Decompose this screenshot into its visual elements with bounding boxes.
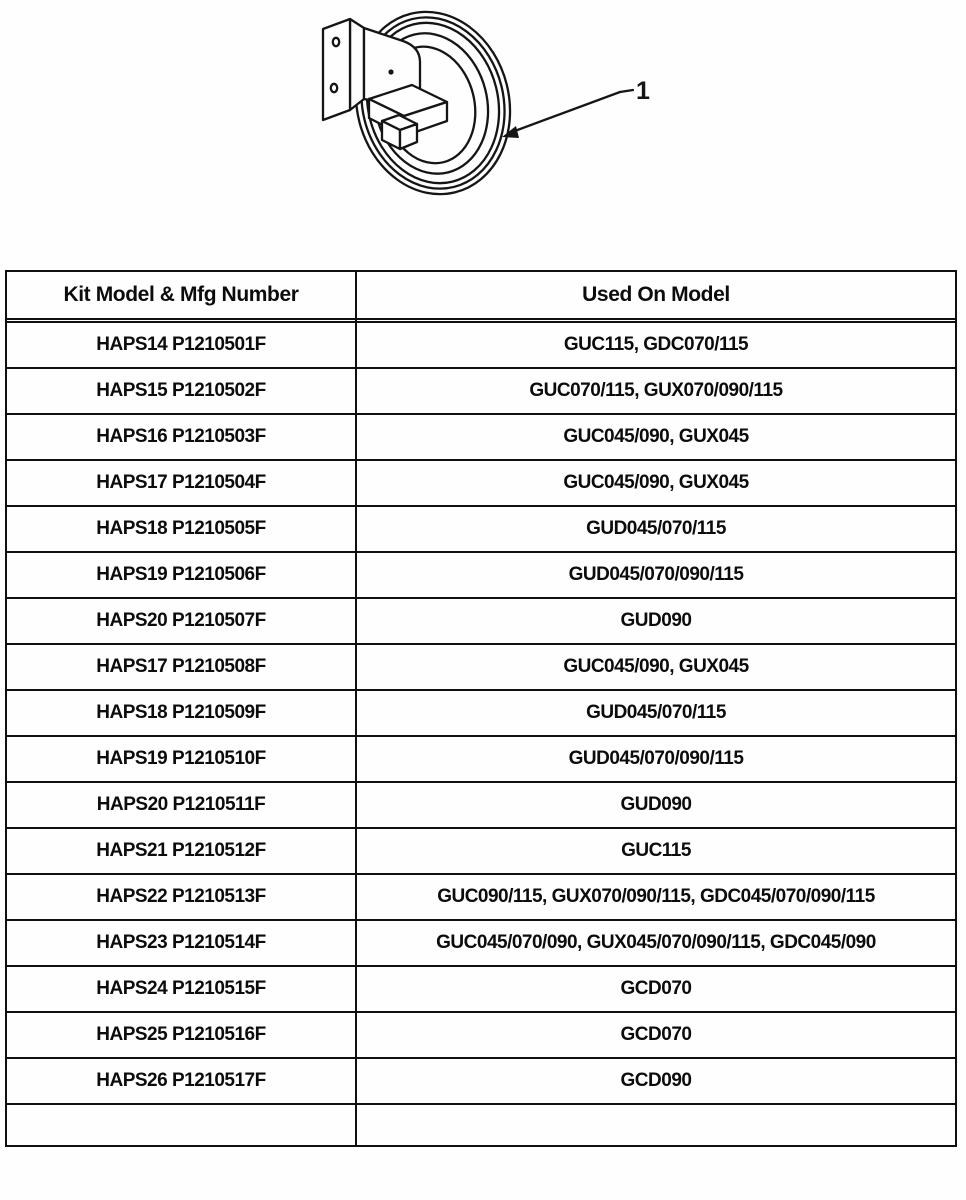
used-on-model-cell: GUD090 bbox=[356, 598, 956, 644]
used-on-model-cell: GUC115, GDC070/115 bbox=[356, 322, 956, 368]
table-row bbox=[6, 828, 956, 874]
used-on-model-cell: GUC115 bbox=[356, 828, 956, 874]
mounting-bracket bbox=[323, 19, 364, 120]
table-row bbox=[6, 690, 956, 736]
used-on-model-cell: GUC045/090, GUX045 bbox=[356, 460, 956, 506]
table-row bbox=[6, 1012, 956, 1058]
pressure-switch-illustration bbox=[0, 0, 966, 240]
table-row bbox=[6, 782, 956, 828]
kit-model-cell: HAPS17 P1210504F bbox=[6, 460, 356, 506]
table-row bbox=[6, 966, 956, 1012]
table-row bbox=[6, 414, 956, 460]
kit-model-cell: HAPS18 P1210505F bbox=[6, 506, 356, 552]
kit-model-cell: HAPS15 P1210502F bbox=[6, 368, 356, 414]
kit-model-cell: HAPS17 P1210508F bbox=[6, 644, 356, 690]
table-row bbox=[6, 736, 956, 782]
used-on-model-cell: GUD090 bbox=[356, 782, 956, 828]
connector-block bbox=[369, 85, 447, 149]
kit-model-cell: HAPS22 P1210513F bbox=[6, 874, 356, 920]
table-row bbox=[6, 644, 956, 690]
kit-model-cell: HAPS19 P1210506F bbox=[6, 552, 356, 598]
used-on-model-cell: GCD090 bbox=[356, 1058, 956, 1104]
table-row bbox=[6, 506, 956, 552]
table-row bbox=[6, 874, 956, 920]
table-row bbox=[6, 1058, 956, 1104]
kit-model-cell: HAPS21 P1210512F bbox=[6, 828, 356, 874]
table-row bbox=[6, 552, 956, 598]
parts-figure bbox=[0, 0, 966, 240]
used-on-model-cell: GUC070/115, GUX070/090/115 bbox=[356, 368, 956, 414]
column-header-used-on-model: Used On Model bbox=[356, 271, 956, 319]
used-on-model-cell: GUC045/090, GUX045 bbox=[356, 414, 956, 460]
kit-model-cell: HAPS18 P1210509F bbox=[6, 690, 356, 736]
used-on-model-cell: GCD070 bbox=[356, 966, 956, 1012]
kit-model-cell: HAPS16 P1210503F bbox=[6, 414, 356, 460]
column-header-kit-model: Kit Model & Mfg Number bbox=[6, 271, 356, 319]
kit-model-cell: HAPS24 P1210515F bbox=[6, 966, 356, 1012]
used-on-model-cell: GUC045/090, GUX045 bbox=[356, 644, 956, 690]
kit-model-cell: HAPS14 P1210501F bbox=[6, 322, 356, 368]
table-row bbox=[6, 598, 956, 644]
used-on-model-cell: GUD045/070/090/115 bbox=[356, 552, 956, 598]
kit-model-cell bbox=[6, 1104, 356, 1146]
table-row-empty bbox=[6, 1104, 956, 1146]
kit-model-cell: HAPS23 P1210514F bbox=[6, 920, 356, 966]
table-row bbox=[6, 920, 956, 966]
used-on-model-cell: GUD045/070/115 bbox=[356, 690, 956, 736]
table-row bbox=[6, 460, 956, 506]
used-on-model-cell bbox=[356, 1104, 956, 1146]
kit-model-cell: HAPS26 P1210517F bbox=[6, 1058, 356, 1104]
table-row bbox=[6, 368, 956, 414]
used-on-model-cell: GCD070 bbox=[356, 1012, 956, 1058]
kit-model-cell: HAPS20 P1210507F bbox=[6, 598, 356, 644]
used-on-model-cell: GUD045/070/090/115 bbox=[356, 736, 956, 782]
kit-model-cell: HAPS25 P1210516F bbox=[6, 1012, 356, 1058]
callout-arrow bbox=[502, 90, 633, 138]
used-on-model-cell: GUC090/115, GUX070/090/115, GDC045/070/090/115 bbox=[356, 874, 956, 920]
kit-model-cell: HAPS19 P1210510F bbox=[6, 736, 356, 782]
callout-label: 1 bbox=[636, 77, 650, 105]
used-on-model-cell: GUD045/070/115 bbox=[356, 506, 956, 552]
table-row bbox=[6, 322, 956, 368]
used-on-model-cell: GUC045/070/090, GUX045/070/090/115, GDC045/090 bbox=[356, 920, 956, 966]
kit-model-cell: HAPS20 P1210511F bbox=[6, 782, 356, 828]
table-header-row bbox=[6, 271, 956, 319]
kit-reference-table bbox=[5, 270, 957, 1147]
